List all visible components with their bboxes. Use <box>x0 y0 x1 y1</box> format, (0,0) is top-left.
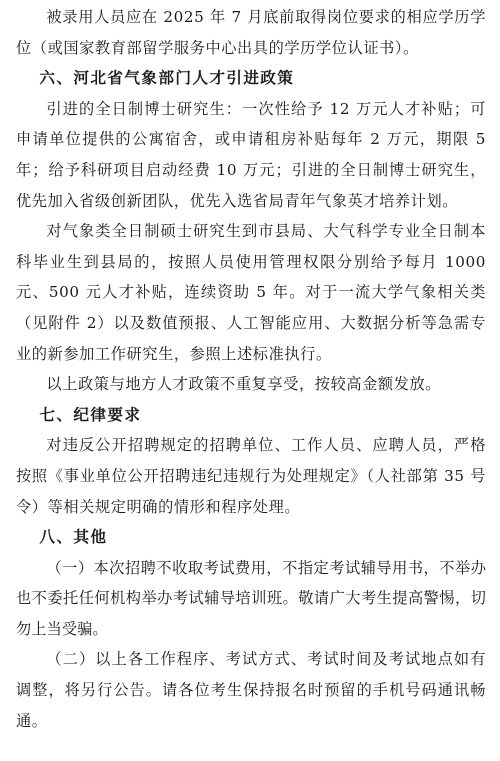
heading-talent-policy: 六、河北省气象部门人才引进政策 <box>39 69 295 88</box>
heading-other: 八、其他 <box>39 528 108 547</box>
paragraph-discipline-rules: 对违反公开招聘规定的招聘单位、工作人员、应聘人员，严格按照《事业单位公开招聘违纪违规行为处理规定》（人社部第 35 号令）等相关规定明确的情形和程序处理。 <box>16 436 486 516</box>
heading-discipline: 七、纪律要求 <box>39 405 142 424</box>
paragraph-master-subsidy: 对气象类全日制硕士研究生到市县局、大气科学专业全日制本科毕业生到县局的，按照人员使用管理权限分别给予每月 1000 元、500 元人才补贴，连续资助 5 年。对于一流大学气象相关类（见附件 2）以及数值预报、人工智能应用、大数据分析等急需专业的新参加工作研究生，参照上述标准执行。 <box>16 222 486 363</box>
paragraph-no-duplicate: 以上政策与地方人才政策不重复享受，按较高金额发放。 <box>46 375 442 394</box>
paragraph-no-exam-fee: （一）本次招聘不收取考试费用，不指定考试辅导用书，不举办也不委托任何机构举办考试辅导培训班。敬请广大考生提高警惕，切勿上当受骗。 <box>16 558 486 638</box>
paragraph-adjustments: （二）以上各工作程序、考试方式、考试时间及考试地点如有调整，将另行公告。请各位考生保持报名时预留的手机号码通讯畅通。 <box>16 650 486 730</box>
paragraph-degree-requirement: 被录用人员应在 2025 年 7 月底前取得岗位要求的相应学历学位（或国家教育部留学服务中心出具的学历学位认证书）。 <box>16 8 486 57</box>
paragraph-doctoral-policy: 引进的全日制博士研究生：一次性给予 12 万元人才补贴；可申请单位提供的公寓宿舍，或申请租房补贴每年 2 万元，期限 5 年；给予科研项目启动经费 10 万元；引进的全日制博士研究生，优先加入省级创新团队，优先入选省局青年气象英才培养计划。 <box>16 99 486 210</box>
